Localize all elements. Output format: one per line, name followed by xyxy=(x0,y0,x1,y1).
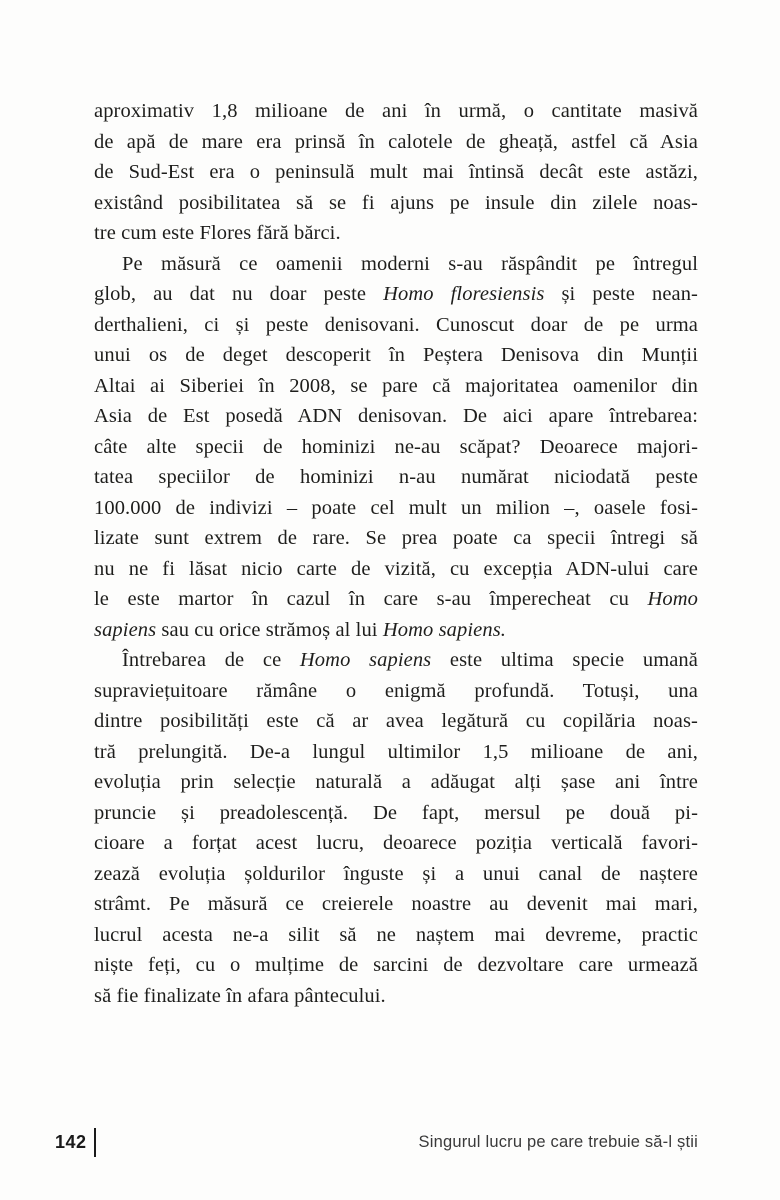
text-line xyxy=(94,279,698,310)
text-line xyxy=(94,401,698,432)
text-line xyxy=(94,310,698,341)
text-segment: supraviețuitoare rămâne o enigmă profundă. Totuși, una xyxy=(94,679,698,702)
text-segment: de Sud-Est era o peninsulă mult mai întinsă decât este astăzi, xyxy=(94,161,698,183)
text-line xyxy=(94,920,698,951)
text-line xyxy=(94,767,698,798)
text-line xyxy=(94,127,698,158)
text-line xyxy=(94,96,698,127)
text-line xyxy=(94,798,698,829)
text-segment: lizate sunt extrem de rare. Se prea poate ca specii întregi să xyxy=(94,527,698,549)
folio xyxy=(55,1129,96,1157)
text-segment: derthalieni, ci și peste denisovani. Cunoscut doar de pe urma xyxy=(94,313,698,336)
text-line xyxy=(94,493,698,524)
text-line xyxy=(94,645,698,676)
text-segment: Altai ai Siberiei în 2008, se pare că majoritatea oamenilor din xyxy=(94,374,698,397)
text-segment: strâmt. Pe măsură ce creierele noastre au devenit mai mari, xyxy=(94,893,698,915)
text-segment: dintre posibilități este că ar avea legătură cu copilăria noas- xyxy=(94,710,698,732)
text-segment: niște feți, cu o mulțime de sarcini de dezvoltare care urmează xyxy=(94,954,698,976)
text-line xyxy=(94,554,698,585)
text-line xyxy=(94,615,698,646)
text-line xyxy=(94,462,698,493)
running-title: Singurul lucru pe care trebuie să-l știi xyxy=(418,1133,698,1151)
text-segment: pruncie și preadolescență. De fapt, mersul pe două pi- xyxy=(94,801,698,824)
text-line xyxy=(94,981,698,1012)
italic-text-segment: Homo sapiens xyxy=(299,649,432,671)
text-segment: Întrebarea de ce xyxy=(122,649,300,671)
text-segment: este ultima specie umană xyxy=(431,649,698,671)
text-segment: și peste nean- xyxy=(544,283,698,305)
text-segment: aproximativ 1,8 milioane de ani în urmă, o cantitate masivă xyxy=(94,100,698,122)
paragraph xyxy=(94,645,698,1011)
text-line xyxy=(94,828,698,859)
italic-text-segment: Homo xyxy=(647,588,698,610)
text-segment: Asia de Est posedă ADN denisovan. De aici apare întrebarea: xyxy=(94,405,698,427)
italic-text-segment: Homo floresiensis xyxy=(383,283,545,305)
text-line xyxy=(94,218,698,249)
text-line xyxy=(94,584,698,615)
text-segment: sau cu orice strămoș al lui xyxy=(156,618,383,641)
text-segment: zează evoluția șoldurilor înguste și a unui canal de naștere xyxy=(94,862,698,885)
text-line xyxy=(94,523,698,554)
text-segment: lucrul acesta ne-a silit să ne naștem mai devreme, practic xyxy=(94,923,698,946)
text-segment: să fie finalizate în afara pântecului. xyxy=(94,984,386,1007)
text-segment: glob, au dat nu doar peste xyxy=(94,283,384,305)
text-line xyxy=(94,706,698,737)
text-line xyxy=(94,157,698,188)
text-line xyxy=(94,676,698,707)
text-line xyxy=(94,340,698,371)
folio-divider-bar xyxy=(94,1128,96,1157)
text-line xyxy=(94,889,698,920)
text-line xyxy=(94,859,698,890)
text-segment: de apă de mare era prinsă în calotele de gheață, astfel că Asia xyxy=(94,130,698,153)
text-segment: cioare a forțat acest lucru, deoarece poziția verticală favori- xyxy=(94,832,698,854)
text-line xyxy=(94,371,698,402)
text-segment: tatea speciilor de hominizi n-au numărat niciodată peste xyxy=(94,466,698,488)
paragraph xyxy=(94,249,698,646)
text-line xyxy=(94,737,698,768)
text-segment: câte alte specii de hominizi ne-au scăpat? Deoarece majori- xyxy=(94,435,698,458)
text-line xyxy=(94,249,698,280)
text-segment: tre cum este Flores fără bărci. xyxy=(94,222,341,244)
text-segment: existând posibilitatea să se fi ajuns pe insule din zilele noas- xyxy=(94,191,698,214)
page-footer xyxy=(55,1129,698,1157)
page-number: 142 xyxy=(55,1132,87,1152)
body-text-block xyxy=(94,96,698,1011)
text-segment: le este martor în cazul în care s-au împerecheat cu xyxy=(94,588,648,610)
text-segment: unui os de deget descoperit în Peștera Denisova din Munții xyxy=(94,344,698,366)
italic-text-segment: sapiens xyxy=(94,618,157,641)
text-segment: tră prelungită. De-a lungul ultimilor 1,5 milioane de ani, xyxy=(94,740,698,763)
text-segment: Pe măsură ce oamenii moderni s-au răspândit pe întregul xyxy=(122,252,698,275)
paragraph xyxy=(94,96,698,249)
text-line xyxy=(94,950,698,981)
text-segment: evoluția prin selecție naturală a adăugat alți șase ani între xyxy=(94,771,698,793)
text-line xyxy=(94,188,698,219)
italic-text-segment: Homo sapiens. xyxy=(382,618,507,641)
text-segment: nu ne fi lăsat nicio carte de vizită, cu excepția ADN-ului care xyxy=(94,557,698,580)
text-segment: 100.000 de indivizi – poate cel mult un milion –, oasele fosi- xyxy=(94,496,698,519)
text-line xyxy=(94,432,698,463)
